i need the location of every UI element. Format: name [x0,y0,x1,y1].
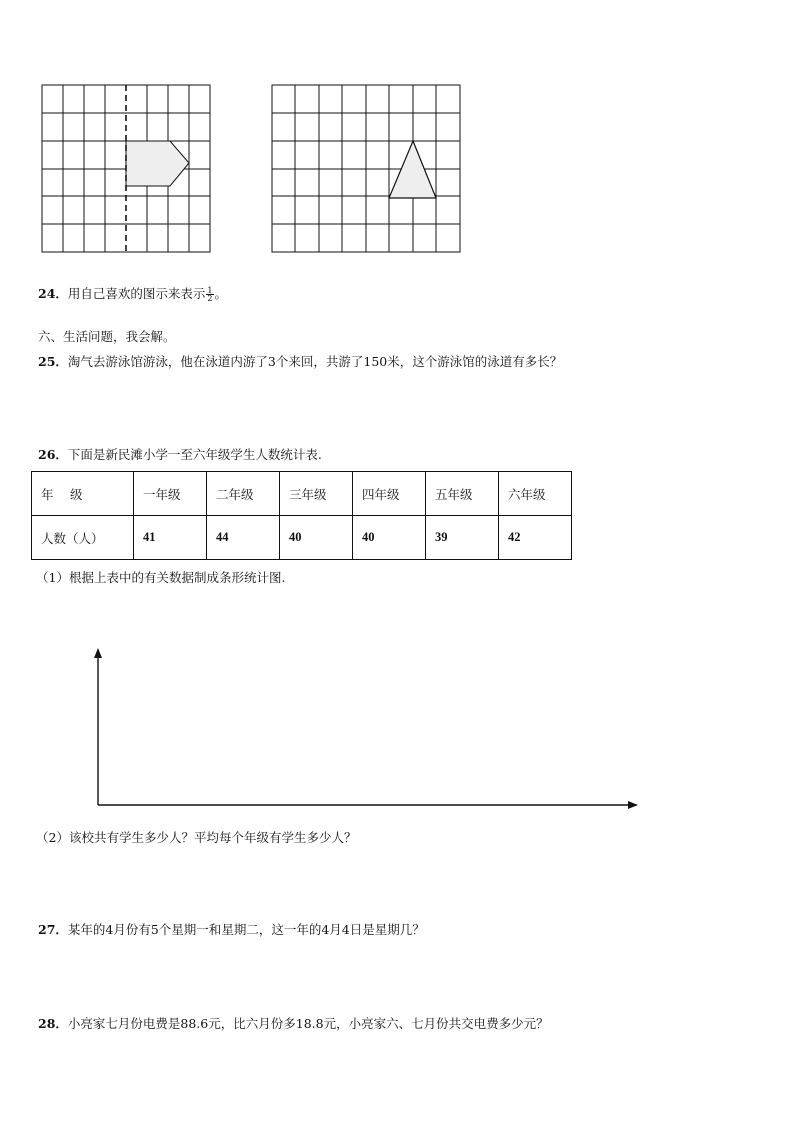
table-cell: 六年级 [499,472,572,516]
blank-chart-axes [90,645,642,811]
sub-question-2: （2）该校共有学生多少人？平均每个年级有学生多少人？ [36,830,357,845]
grade-statistics-table [31,471,572,560]
question-number: 27． [38,922,68,937]
table-cell: 41 [134,516,207,560]
question-26 [38,447,322,463]
fraction: $\frac{1}{2}$ [207,286,213,303]
table-row [32,516,572,560]
table-cell: 二年级 [207,472,280,516]
question-25 [38,354,562,370]
table-cell: 年 级 [32,472,134,516]
question-number: 28． [38,1016,68,1031]
table-cell: 五年级 [426,472,499,516]
table-cell: 四年级 [353,472,426,516]
question-number: 25． [38,354,68,369]
question-text: 用自己喜欢的图示来表示 [67,286,206,301]
y-axis-arrow [94,648,102,658]
table-cell: 42 [499,516,572,560]
question-27 [38,922,425,938]
table-cell: 40 [280,516,353,560]
left-grid-figure [40,84,214,254]
question-text: 下面是新民滩小学一至六年级学生人数统计表. [67,447,322,462]
question-24: 24．用自己喜欢的图示来表示 $\frac{1}{2}$ 。 [38,286,228,303]
table-cell: 40 [353,516,426,560]
question-number: 26． [38,447,68,462]
table-cell: 44 [207,516,280,560]
table-cell: 39 [426,516,499,560]
question-number: 24． [38,286,68,301]
question-text: 某年的4月份有5个星期一和星期二，这一年的4月4日是星期几？ [67,922,425,937]
table-cell: 三年级 [280,472,353,516]
sub-question-1: （1）根据上表中的有关数据制成条形统计图. [36,570,286,585]
question-text: 小亮家七月份电费是88.6元，比六月份多18.8元，小亮家六、七月份共交电费多少元？ [67,1016,549,1031]
question-28 [38,1016,549,1032]
x-axis-arrow [628,801,638,809]
pentagon-shape [126,141,189,186]
right-grid-figure [270,84,462,254]
table-header-row [32,472,572,516]
question-text: 淘气去游泳馆游泳，他在泳道内游了3个来回，共游了150米，这个游泳馆的泳道有多长？ [67,354,563,369]
table-cell: 人数（人） [32,516,134,560]
table-cell: 一年级 [134,472,207,516]
section-title: 六、生活问题，我会解。 [38,329,176,344]
